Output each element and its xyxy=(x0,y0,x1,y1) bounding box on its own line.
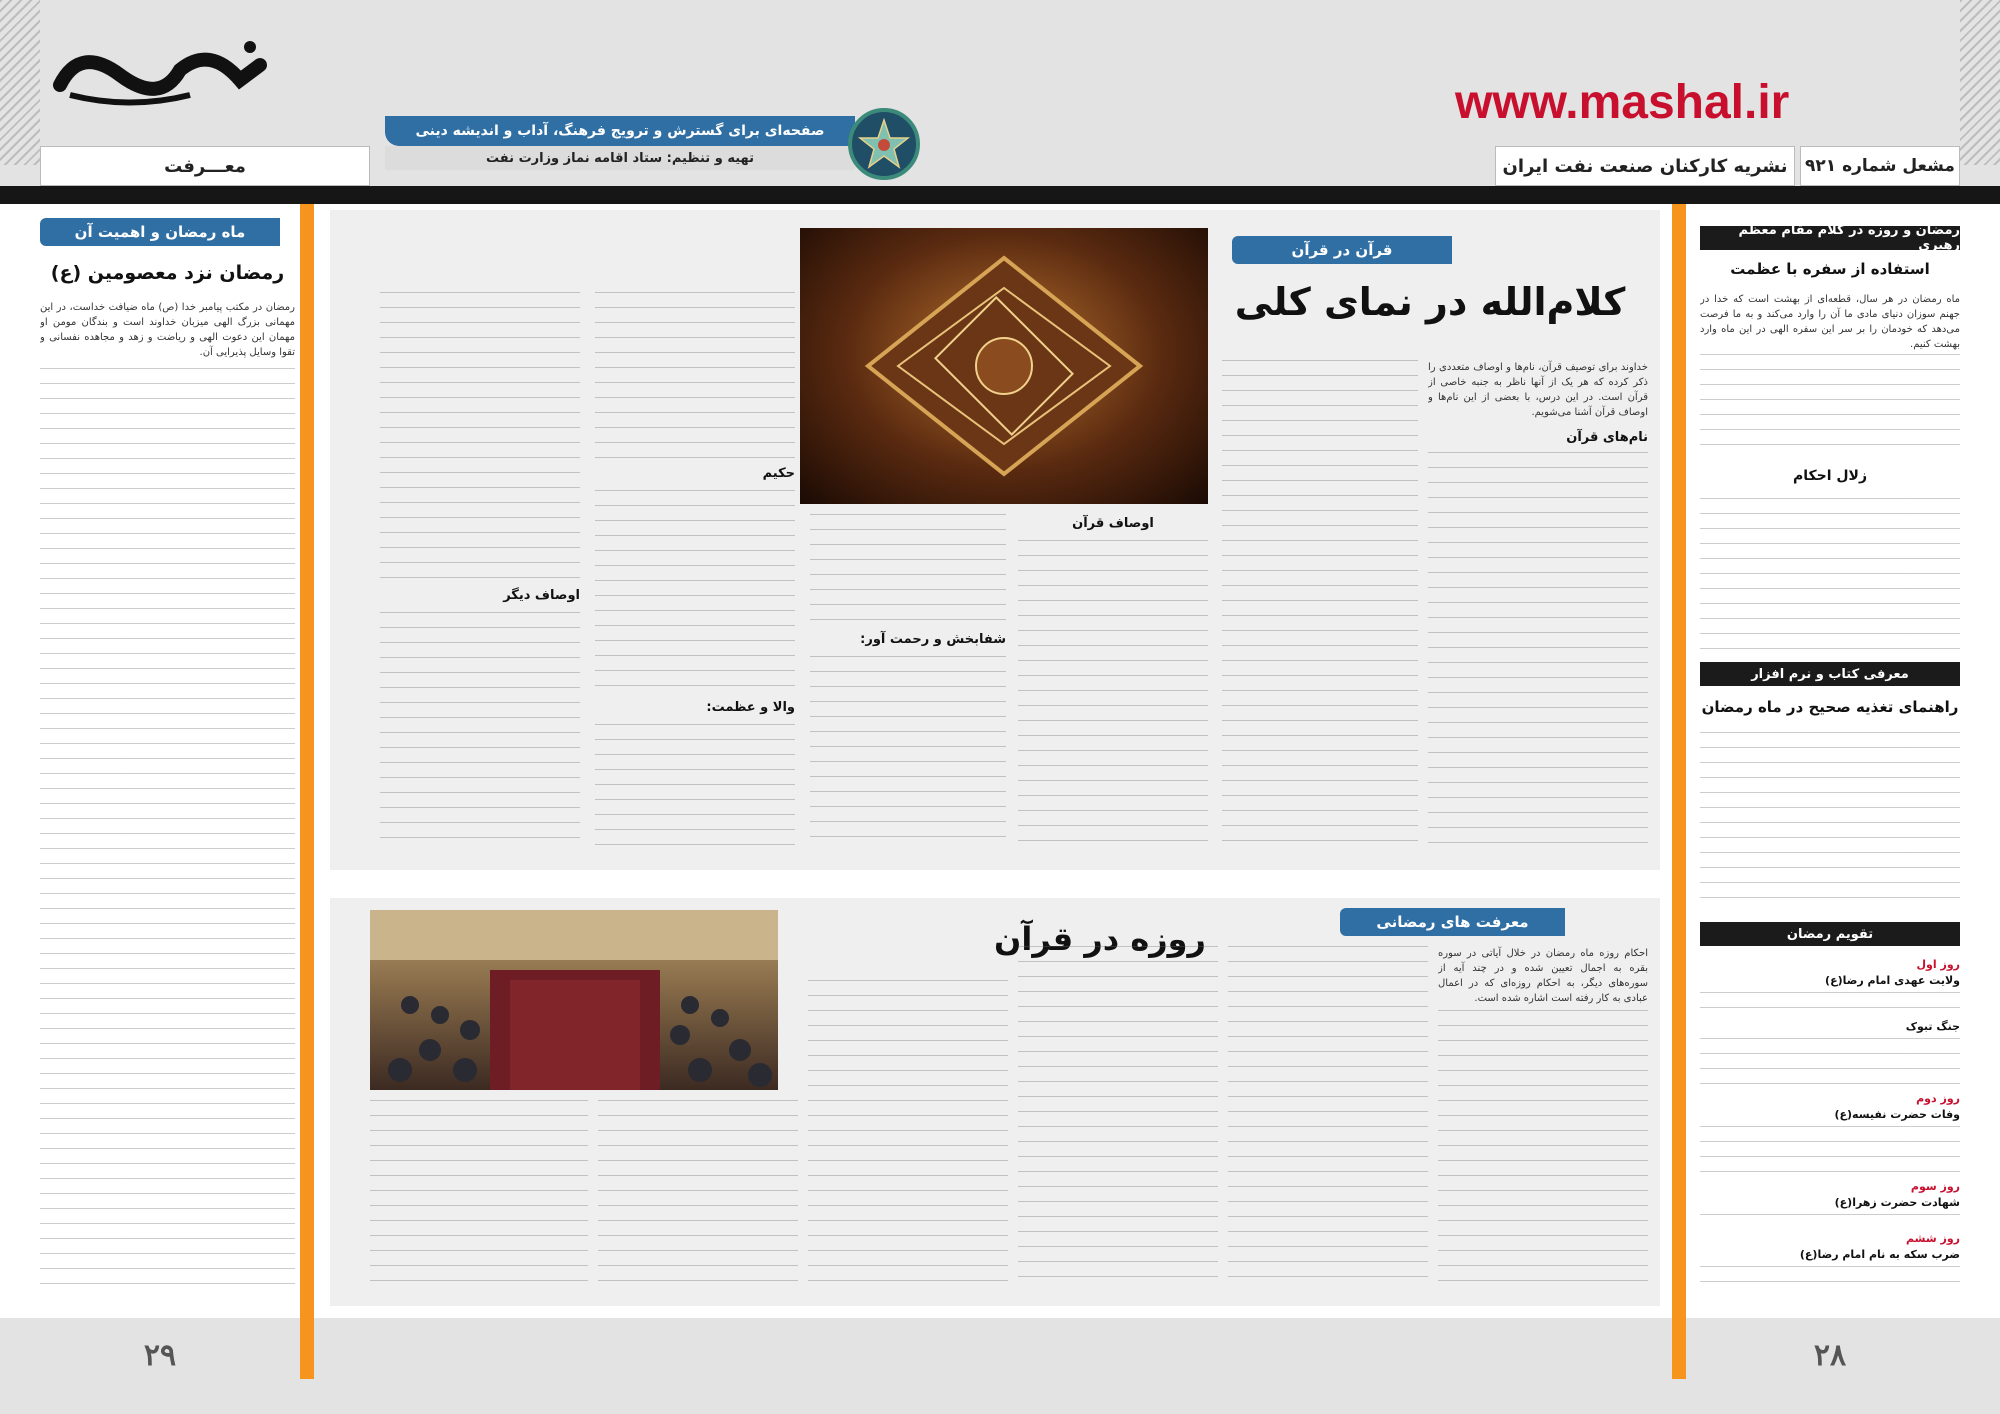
calendar-day-label: روز دوم xyxy=(1916,1092,1960,1105)
calendar-event: شهادت حضرت زهرا(ع) xyxy=(1834,1196,1960,1209)
page-credit: تهیه و تنظیم: ستاد اقامه نماز وزارت نفت xyxy=(385,146,855,170)
left-article-title: رمضان نزد معصومین (ع) xyxy=(50,262,285,284)
subhead-names: نام‌های قرآن xyxy=(1566,430,1648,445)
header-rule xyxy=(0,186,2000,204)
ramadan-calendar xyxy=(1700,958,1960,1298)
mosque-photo xyxy=(370,910,778,1090)
right-top-tag: رمضان و روزه در کلام مقام معظم رهبری xyxy=(1700,226,1960,250)
calendar-event: جنگ تبوک xyxy=(1905,1020,1960,1033)
bottom-col-1-body xyxy=(1438,1010,1648,1290)
main-col-5b-body xyxy=(595,490,795,694)
calendar-event-text xyxy=(1700,992,1960,1018)
ornament-medallion xyxy=(848,108,920,180)
calendar-day-label: روز سوم xyxy=(1910,1180,1960,1193)
bottom-col-4-body xyxy=(808,980,1008,1290)
calendar-day-label: روز اول xyxy=(1916,958,1960,971)
main-col-2-body xyxy=(1222,360,1418,850)
bottom-article-title: روزه در قرآن xyxy=(994,920,1206,958)
left-column xyxy=(40,204,295,1314)
bottom-section-tag: معرفت های رمضانی xyxy=(1340,908,1565,936)
issue-number: مشعل شماره ۹۲۱ xyxy=(1800,146,1960,186)
page-subtitle: صفحه‌ای برای گسترش و ترویج فرهنگ، آداب و اندیشه دینی xyxy=(385,116,855,146)
right-article3-body xyxy=(1700,732,1960,912)
main-col-6a-body xyxy=(380,292,580,582)
website-url[interactable]: www.mashal.ir xyxy=(1455,76,1790,129)
main-col-3-body xyxy=(1018,540,1208,850)
bottom-article-intro: احکام روزه ماه رمضان در خلال آیاتی در سوره بقره به اجمال تعیین شده و در چند آیه از سوره‌های دیگر، به احکام روزه‌ای که در اعمال عبادی به کار رفته است اشاره شده است. xyxy=(1438,948,1648,1004)
calendar-event: وفات حضرت نفیسه(ع) xyxy=(1834,1108,1960,1121)
right-calendar-tag: تقویم رمضان xyxy=(1700,922,1960,946)
left-article-intro: رمضان در مکتب پیامبر خدا (ص) ماه ضیافت خداست، در این مهمانی بزرگ الهی میزبان خداوند است و بندگان مومن او مهمان این دعوت الهی و ریاضت و زهد و مجاهده نفسانی و تقوا وسایل پذیرایی آن. xyxy=(40,302,295,358)
page-number-right: ۲۸ xyxy=(1813,1338,1847,1373)
subhead-attributes: اوصاف قرآن xyxy=(1072,516,1154,531)
subhead-wise: حکیم xyxy=(762,466,795,481)
quran-image xyxy=(800,228,1208,504)
calendar-event: ضرب سکه به نام امام رضا(ع) xyxy=(1799,1248,1960,1261)
right-section-ahkam: زلال احکام xyxy=(1792,468,1868,484)
hatch-right xyxy=(1960,0,2000,165)
right-article1-body xyxy=(1700,354,1960,450)
hatch-left xyxy=(0,0,40,165)
calendar-event-text xyxy=(1700,1266,1960,1296)
publication-name: نشریه کارکنان صنعت نفت ایران xyxy=(1495,146,1795,186)
orange-divider-left xyxy=(300,204,314,1379)
left-section-tag: ماه رمضان و اهمیت آن xyxy=(40,218,280,246)
bottom-col-5-body xyxy=(598,1100,798,1290)
subhead-glorious: والا و عظمت: xyxy=(706,700,795,715)
left-article-body xyxy=(40,368,295,1298)
quran-section-tag: قرآن در قرآن xyxy=(1232,236,1452,264)
right-column xyxy=(1700,218,1960,1313)
calendar-event: ولایت عهدی امام رضا(ع) xyxy=(1825,974,1960,987)
mashal-logo xyxy=(40,25,280,115)
calendar-event-text xyxy=(1700,1214,1960,1228)
page-number-left: ۲۹ xyxy=(143,1338,177,1373)
calendar-day-label: روز ششم xyxy=(1906,1232,1960,1245)
orange-divider-right xyxy=(1672,204,1686,1379)
bottom-col-2-body xyxy=(1228,946,1428,1290)
subhead-other: اوصاف دیگر xyxy=(503,588,580,603)
main-col-4b-body xyxy=(810,656,1006,850)
right-article3-title: راهنمای تغذیه صحیح در ماه رمضان xyxy=(1701,698,1959,716)
right-ahkam-body xyxy=(1700,498,1960,650)
main-col-5c-body xyxy=(595,724,795,850)
calendar-event-text xyxy=(1700,1038,1960,1086)
subhead-healing: شفابخش و رحمت آور: xyxy=(860,632,1006,647)
bottom-col-6-body xyxy=(370,1100,588,1290)
main-col-6b-body xyxy=(380,612,580,850)
main-col-5a-body xyxy=(595,292,795,460)
main-article-title: کلام‌الله در نمای کلی xyxy=(1234,280,1626,324)
right-article1-text: ماه رمضان در هر سال، قطعه‌ای از بهشت است که خدا در جهنم سوزان دنیای مادی ما آن را وارد می‌کند و به ما فرصت می‌دهد که خودمان را بر سر این سفره الهی در این ماه وارد بهشت کنیم. xyxy=(1700,294,1960,350)
right-book-tag: معرفی کتاب و نرم افزار xyxy=(1700,662,1960,686)
calendar-event-text xyxy=(1700,1126,1960,1174)
right-article1-title: استفاده از سفره با عظمت xyxy=(1730,260,1930,278)
main-col-4a-body xyxy=(810,514,1006,626)
section-name: معـــرفت xyxy=(40,146,370,186)
main-article-lead: خداوند برای توصیف قرآن، نام‌ها و اوصاف متعددی را ذکر کرده که هر یک از آنها ناظر به جنبه خاصی از قرآن است. در این درس، با بعضی از این نام‌ها و اوصاف قرآن آشنا می‌شویم. xyxy=(1428,362,1648,418)
main-col-1-body xyxy=(1428,452,1648,852)
bottom-col-3-body xyxy=(1018,946,1218,1290)
